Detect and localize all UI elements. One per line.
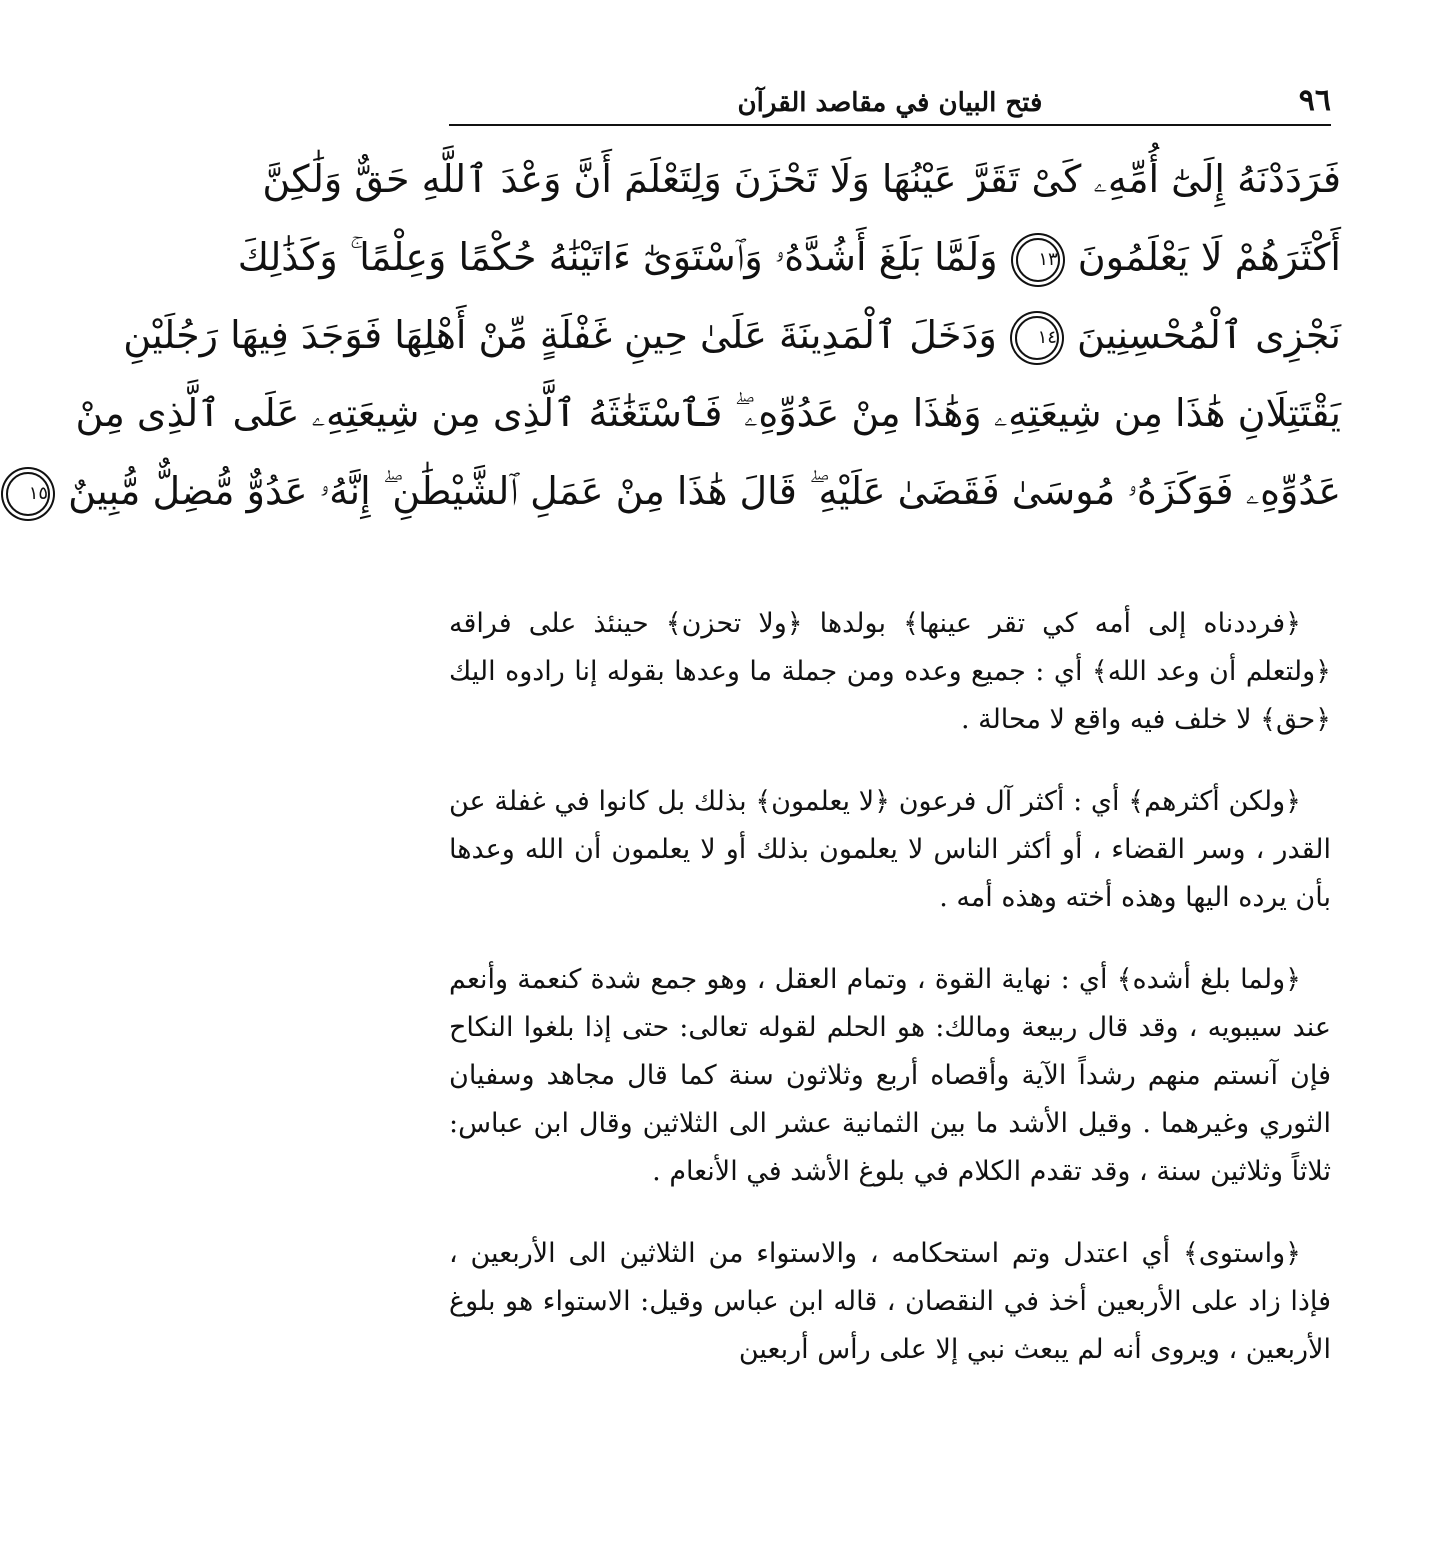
verse-text: وَلَمَّا بَلَغَ أَشُدَّهُۥ وَٱسْتَوَىٰٓ ءَاتَيْنَٰهُ حُكْمًا وَعِلْمًا ۚ وَكَذَٰلِكَ [237,235,998,279]
commentary-block [449,600,1331,1408]
verse-line [28,452,1341,530]
verse-line [262,140,1341,218]
document-page [28,0,1449,1560]
quran-verses-block [28,140,1341,530]
verse-text: أَكْثَرَهُمْ لَا يَعْلَمُونَ [1077,235,1341,279]
verse-text: وَدَخَلَ ٱلْمَدِينَةَ عَلَىٰ حِينِ غَفْلَةٍ مِّنْ أَهْلِهَا فَوَجَدَ فِيهَا رَجُلَيْنِ [123,313,997,357]
commentary-paragraph: ﴿ولما بلغ أشده﴾ أي : نهاية القوة ، وتمام العقل ، وهو جمع شدة كنعمة وأنعم عند سيبويه ، وقد قال ربيعة ومالك: هو الحلم لقوله تعالى: حتى إذا بلغوا النكاح فإن آنستم منهم رشداً الآية وأقصاه أربع وثلاثون سنة كما قال مجاهد وسفيان الثوري وغيرهما . وقيل الأشد ما بين الثمانية عشر الى الثلاثين وقال ابن عباس: ثلاثاً وثلاثين سنة ، وقد تقدم الكلام في بلوغ الأشد في الأنعام . [449,964,1331,1187]
verse-text: يَقْتَتِلَانِ هَٰذَا مِن شِيعَتِهِۦ وَهَٰذَا مِنْ عَدُوِّهِۦ ۖ فَٱسْتَغَٰثَهُ ٱلَّذِى مِن شِيعَتِهِۦ عَلَى ٱلَّذِى مِنْ [75,391,1341,435]
running-title: فتح البيان في مقاصد القرآن [737,88,1043,118]
page-header [449,76,1331,126]
verse-text: عَدُوِّهِۦ فَوَكَزَهُۥ مُوسَىٰ فَقَضَىٰ عَلَيْهِ ۖ قَالَ هَٰذَا مِنْ عَمَلِ ٱلشَّيْطَٰنِ ۖ إِنَّهُۥ عَدُوٌّ مُّضِلٌّ مُّبِينٌ [68,469,1341,513]
verse-text: نَجْزِى ٱلْمُحْسِنِينَ [1077,313,1341,357]
ayah-number-marker: ١٥ [6,472,50,516]
ayah-number-marker: ١٤ [1015,316,1059,360]
commentary-paragraph: ﴿فرددناه إلى أمه كي تقر عينها﴾ بولدها ﴿ولا تحزن﴾ حينئذ على فراقه ﴿ولتعلم أن وعد الله﴾ أي : جميع وعده ومن جملة ما وعدها بقوله إنا رادوه اليك ﴿حق﴾ لا خلف فيه واقع لا محالة . [449,608,1331,735]
ayah-number-marker: ١٣ [1016,238,1060,282]
verse-line [237,218,1341,296]
verse-line [75,374,1341,452]
verse-line [123,296,1341,374]
page-number: ٩٦ [1298,83,1331,118]
commentary-paragraph: ﴿واستوى﴾ أي اعتدل وتم استحكامه ، والاستواء من الثلاثين الى الأربعين ، فإذا زاد على الأربعين أخذ في النقصان ، قاله ابن عباس وقيل: الاستواء هو بلوغ الأربعين ، ويروى أنه لم يبعث نبي إلا على رأس أربعين [449,1238,1331,1365]
commentary-paragraph: ﴿ولكن أكثرهم﴾ أي : أكثر آل فرعون ﴿لا يعلمون﴾ بذلك بل كانوا في غفلة عن القدر ، وسر القضاء ، أو أكثر الناس لا يعلمون بذلك أو لا يعلمون أن الله وعدها بأن يرده اليها وهذه أخته وهذه أمه . [449,786,1331,913]
verse-text: فَرَدَدْنَهُ إِلَىٰٓ أُمِّهِۦ كَىْ تَقَرَّ عَيْنُهَا وَلَا تَحْزَنَ وَلِتَعْلَمَ أَنَّ وَعْدَ ٱللَّهِ حَقٌّ وَلَٰكِنَّ [262,157,1341,201]
